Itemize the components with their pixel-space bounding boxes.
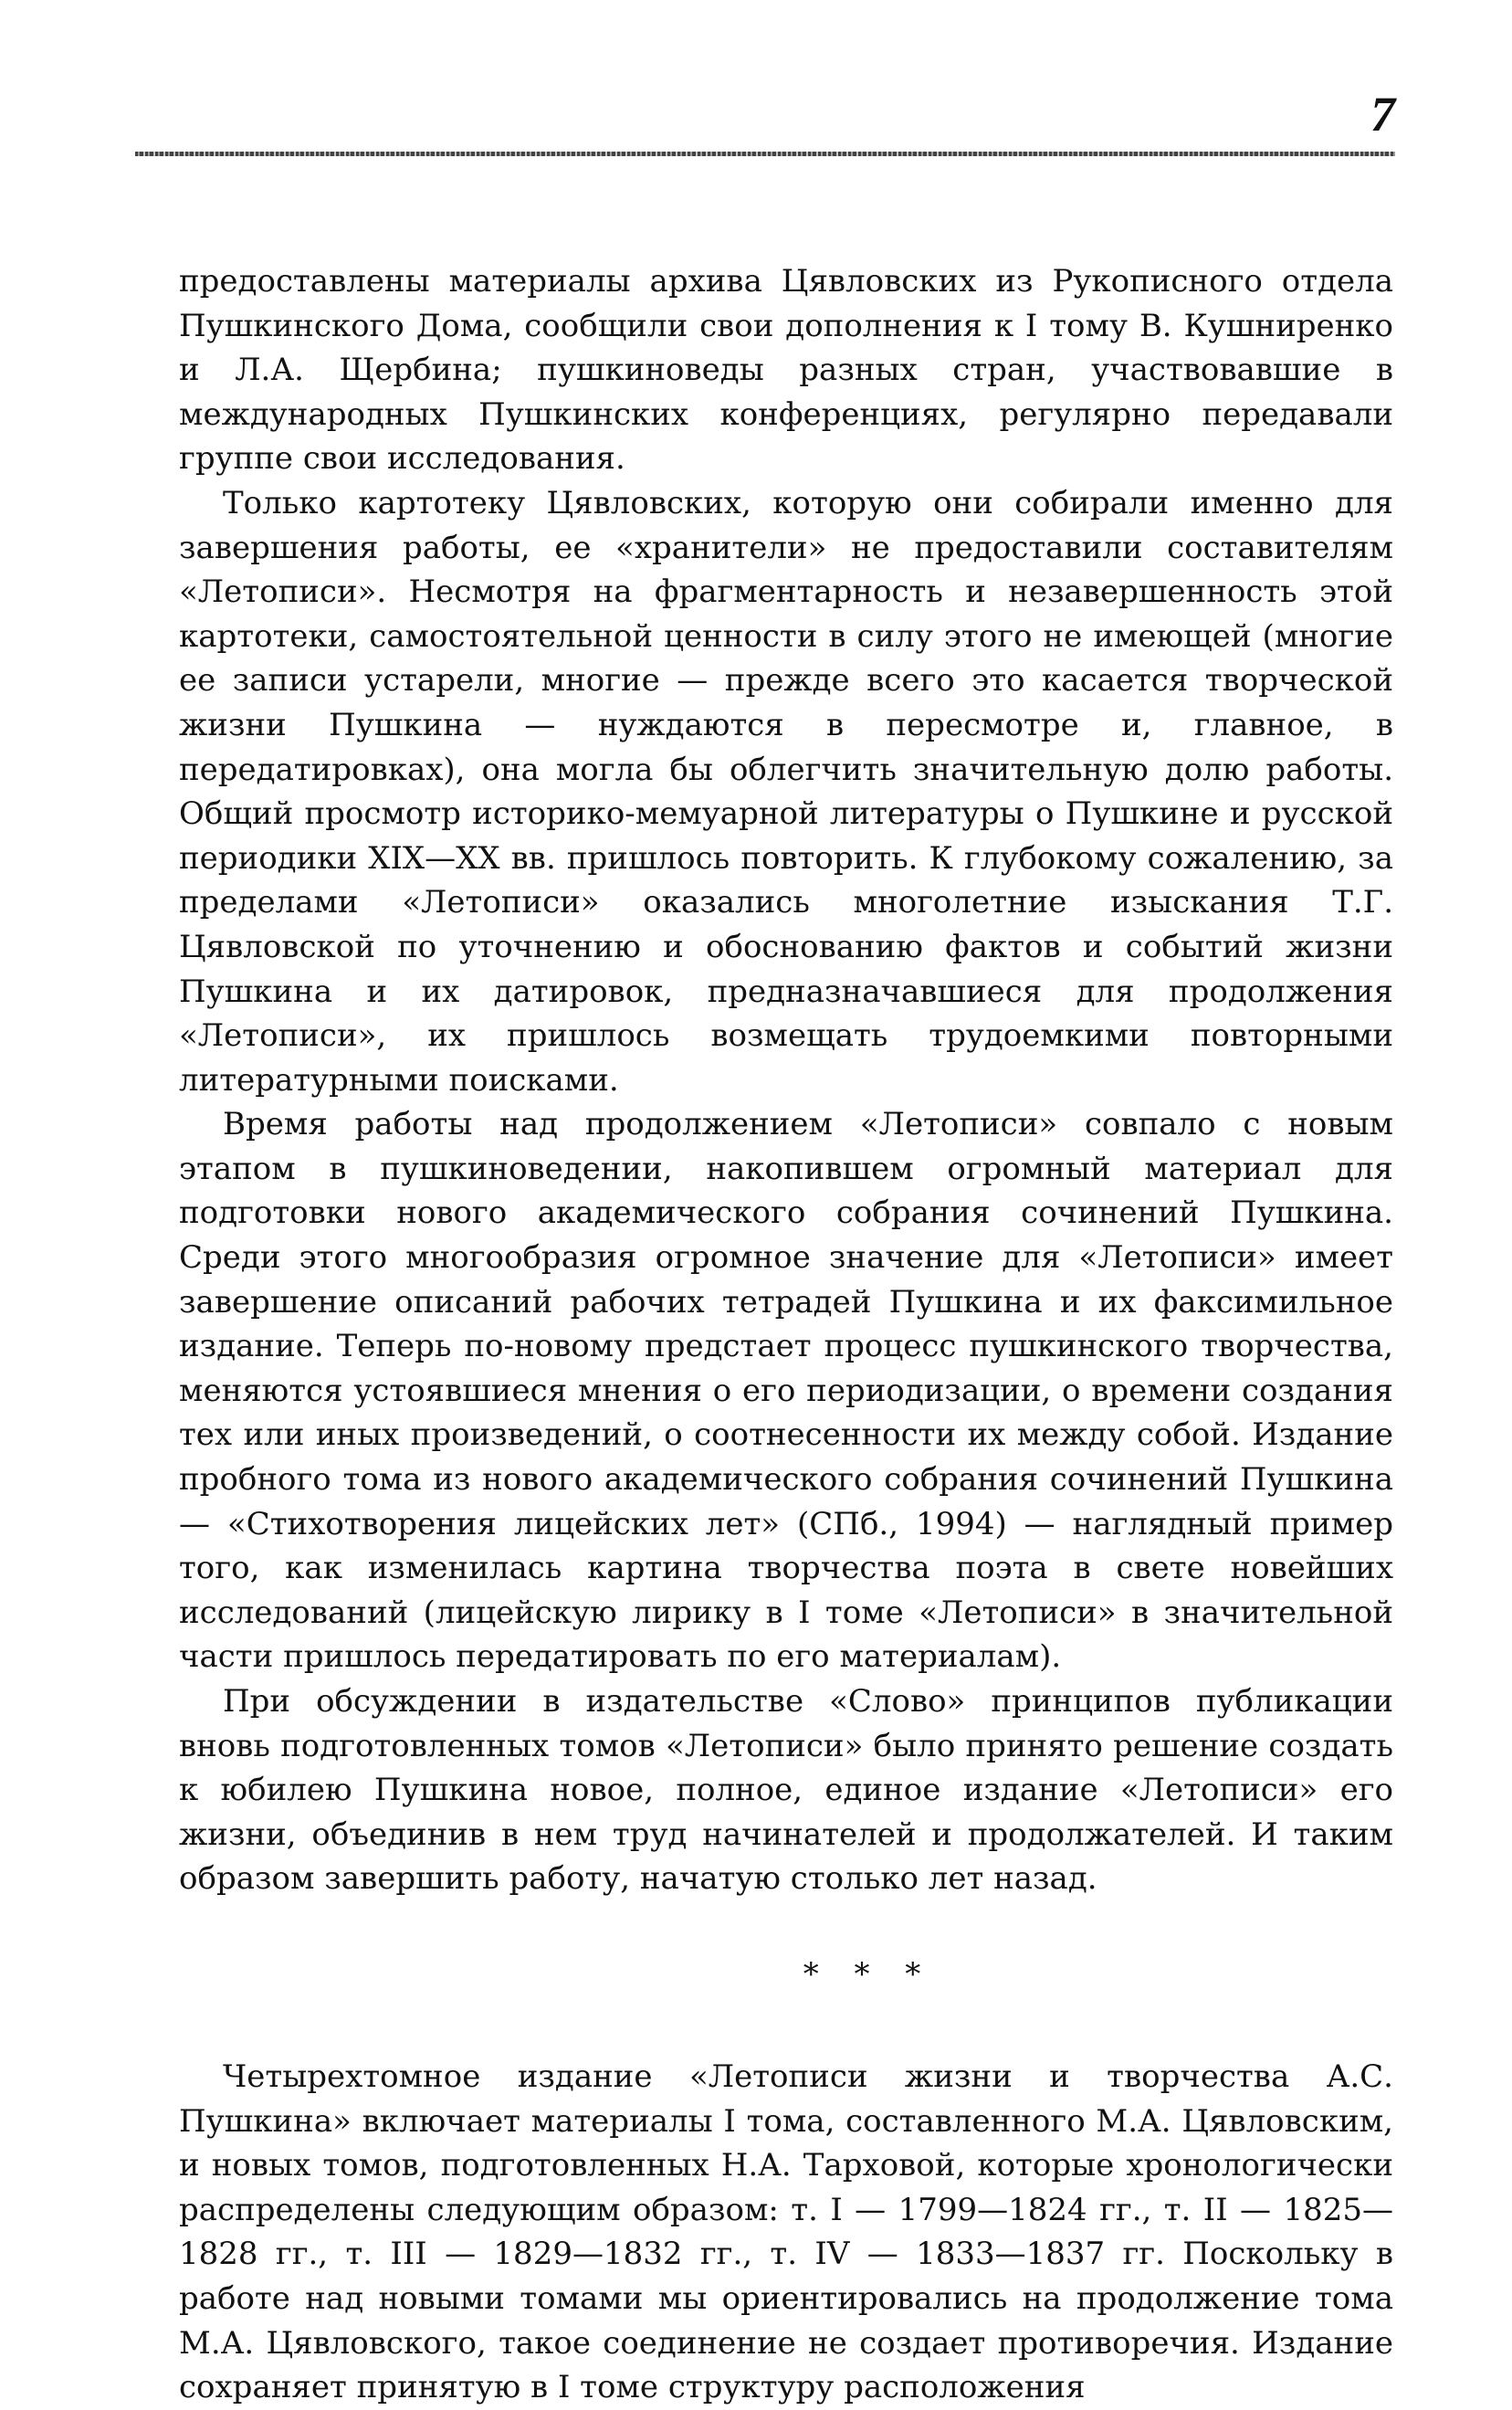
section-separator: * * * (803, 1955, 934, 1993)
paragraph-5: Четырехтомное издание «Летописи жизни и творчества А.С. Пушкина» включает материалы I тома, составленного М.А. Цявловским, и новых томов, подготовленных Н.А. Тарховой, которые хронологически распределены следующим образом: т. I — 1799—1824 гг., т. II — 1825—1828 гг., т. III — 1829—1832 гг., т. IV — 1833—1837 гг. Поскольку в работе над новыми томами мы ориентировались на продолжение тома М.А. Цявловского, такое соединение не создает противоречия. Издание сохраняет принятую в I томе структуру расположения (179, 2057, 1393, 2406)
paragraph-3: Время работы над продолжением «Летописи» совпало с новым этапом в пушкиноведении, накопившем огромный материал для подготовки нового академического собрания сочинений Пушкина. Среди этого многообразия огромное значение для «Летописи» имеет завершение описаний рабочих тетрадей Пушкина и их факсимильное издание. Теперь по-новому предстает процесс пушкинского творчества, меняются устоявшиеся мнения о его периодизации, о времени создания тех или иных произведений, о соотнесенности их между собой. Издание пробного тома из нового академического собрания сочинений Пушкина — «Стихотворения лицейских лет» (СПб., 1994) — наглядный пример того, как изменилась картина творчества поэта в свете новейших исследований (лицейскую лирику в I томе «Летописи» в значительной части пришлось передатировать по его материалам). (179, 1106, 1393, 1676)
paragraph-4: При обсуждении в издательстве «Слово» принципов публикации вновь подготовленных томов «Летописи» было принято решение создать к юбилею Пушкина новое, полное, единое издание «Летописи» его жизни, объединив в нем труд начинателей и продолжателей. И таким образом завершить работу, начатую столько лет назад. (179, 1683, 1393, 1898)
page-body (179, 259, 1393, 2410)
page-number: 7 (1370, 87, 1395, 142)
paragraph-1: предоставлены материалы архива Цявловских из Рукописного отдела Пушкинского Дома, сообщили свои дополнения к I тому В. Кушниренко и Л.А. Щербина; пушкиноведы разных стран, участвовавшие в международных Пушкинских конференциях, регулярно передавали группе свои исследования. (179, 263, 1393, 478)
paragraph-2: Только картотеку Цявловских, которую они собирали именно для завершения работы, ее «хранители» не предоставили составителям «Летописи». Несмотря на фрагментарность и незавершенность этой картотеки, самостоятельной ценности в силу этого не имеющей (многие ее записи устарели, многие — прежде всего это касается творческой жизни Пушкина — нуждаются в пересмотре и, главное, в передатировках), она могла бы облегчить значительную долю работы. Общий просмотр историко-мемуарной литературы о Пушкине и русской периодики XIX—XX вв. пришлось повторить. К глубокому сожалению, за пределами «Летописи» оказались многолетние изыскания Т.Г. Цявловской по уточнению и обоснованию фактов и событий жизни Пушкина и их датировок, предназначавшиеся для продолжения «Летописи», их пришлось возмещать трудоемкими повторными литературными поисками. (179, 484, 1393, 1099)
header-rule (135, 152, 1395, 156)
